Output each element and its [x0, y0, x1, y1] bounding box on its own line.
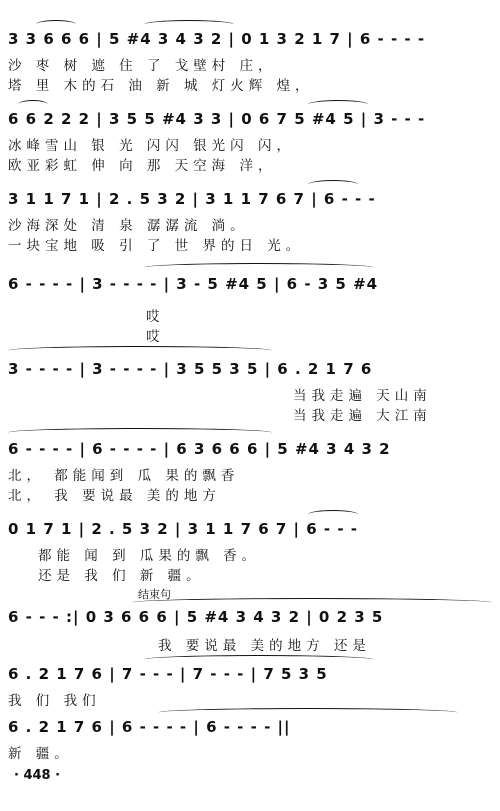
- tie-mark: [8, 428, 272, 437]
- lyric-8: 我 要说最 美的地方 还是: [158, 638, 371, 654]
- slur-mark: [144, 20, 234, 29]
- lyric-3-verse-1: 沙海深处 清 泉 潺潺流 淌。: [8, 218, 249, 234]
- lyric-2-verse-2: 欧亚彩虹 伸 向 那 天空海 洋，: [8, 158, 277, 174]
- lyric-6-verse-1: 北， 都能闻到 瓜 果的飘香: [8, 468, 240, 484]
- lyric-5-verse-1: 当我走遍 天山南: [293, 388, 432, 404]
- notes-line-10: 6 . 2 1 7 6 | 6 - - - - | 6 - - - - ||: [8, 718, 291, 736]
- notes-line-6: 6 - - - - | 6 - - - - | 6 3 6 6 6 | 5 #4 3 4 3 2: [8, 440, 391, 458]
- tie-mark: [158, 708, 458, 717]
- notes-line-4: 6 - - - - | 3 - - - - | 3 - 5 #4 5 | 6 - 3 5 #4: [8, 275, 379, 293]
- lyric-2-verse-1: 冰峰雪山 银 光 闪闪 银光闪 闪，: [8, 138, 295, 154]
- notes-line-3: 3 1 1 7 1 | 2 . 5 3 2 | 3 1 1 7 6 7 | 6 - - -: [8, 190, 376, 208]
- slur-mark: [308, 510, 358, 519]
- lyric-3-verse-2: 一块宝地 吸 引 了 世 界的日 光。: [8, 238, 305, 254]
- tie-mark: [8, 346, 272, 355]
- lyric-1-verse-1: 沙 枣 树 遮 住 了 戈壁村 庄，: [8, 58, 277, 74]
- slur-mark: [308, 100, 368, 109]
- slur-mark: [308, 180, 358, 189]
- notes-line-8: 6 - - - :| 0 3 6 6 6 | 5 #4 3 4 3 2 | 0 2 3 5: [8, 608, 384, 626]
- lyric-1-verse-2: 塔 里 木的石 油 新 城 灯火辉 煌，: [8, 78, 314, 94]
- notes-line-9: 6 . 2 1 7 6 | 7 - - - | 7 - - - | 7 5 3 5: [8, 665, 328, 683]
- lyric-5-verse-2: 当我走遍 大江南: [293, 408, 432, 424]
- notes-line-1: 3 3 6 6 6 | 5 #4 3 4 3 2 | 0 1 3 2 1 7 | 6 - - - -: [8, 30, 426, 48]
- page-number: · 448 ·: [14, 768, 61, 783]
- notes-line-7: 0 1 7 1 | 2 . 5 3 2 | 3 1 1 7 6 7 | 6 - - -: [8, 520, 359, 538]
- notes-line-2: 6 6 2 2 2 | 3 5 5 #4 3 3 | 0 6 7 5 #4 5 | 3 - - -: [8, 110, 426, 128]
- slur-mark: [36, 20, 76, 29]
- tie-mark: [144, 655, 374, 664]
- lyric-4-verse-2: 哎: [146, 329, 165, 345]
- lyric-7-verse-2: 还是 我 们 新 疆。: [38, 568, 205, 584]
- slur-mark: [18, 100, 48, 109]
- coda-bracket: [132, 598, 492, 607]
- lyric-4-verse-1: 哎: [146, 309, 165, 325]
- notes-line-5: 3 - - - - | 3 - - - - | 3 5 5 3 5 | 6 . 2 1 7 6: [8, 360, 373, 378]
- lyric-9: 我 们 我们: [8, 693, 101, 709]
- lyric-7-verse-1: 都能 闻 到 瓜果的飘 香。: [38, 548, 261, 564]
- lyric-10: 新 疆。: [8, 746, 73, 762]
- lyric-6-verse-2: 北， 我 要说最 美的地方: [8, 488, 221, 504]
- coda-label: 结束句: [138, 588, 171, 601]
- tie-mark: [144, 263, 374, 272]
